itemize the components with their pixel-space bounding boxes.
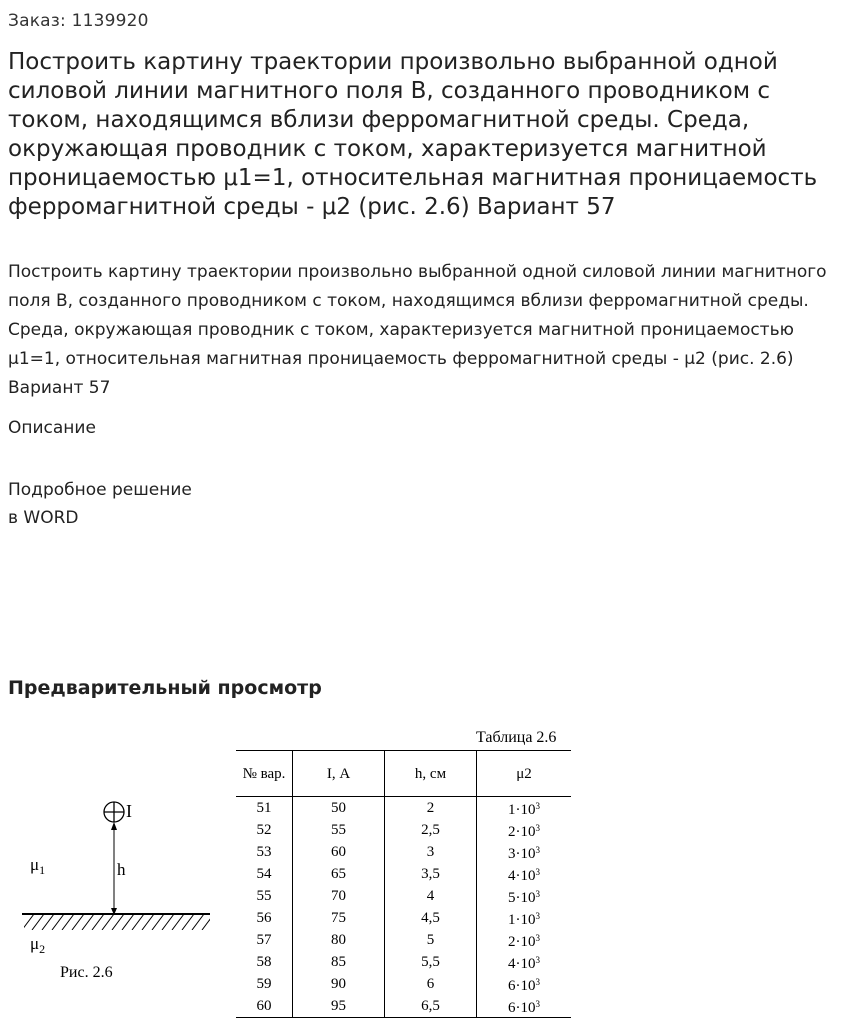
ferromagnetic-hatch bbox=[22, 914, 214, 930]
cell-current: 85 bbox=[293, 951, 385, 973]
cell-current: 70 bbox=[293, 885, 385, 907]
header-current: I, А bbox=[293, 751, 385, 797]
cell-current: 60 bbox=[293, 841, 385, 863]
cell-permeability: $4\cdot 10^3$ bbox=[508, 955, 540, 972]
cell-current: 65 bbox=[293, 863, 385, 885]
mu2-label: $\mu_2$ bbox=[30, 934, 46, 956]
description-label: Описание bbox=[8, 418, 96, 438]
table-row bbox=[236, 841, 571, 863]
cell-variant: 59 bbox=[236, 973, 293, 995]
cell-variant: 51 bbox=[236, 797, 293, 820]
solution-note-line1: Подробное решение bbox=[8, 480, 192, 500]
cell-distance: 3 bbox=[385, 841, 477, 863]
cell-distance: 3,5 bbox=[385, 863, 477, 885]
mu1-label: $\mu_1$ bbox=[30, 855, 46, 877]
order-number: Заказ: 1139920 bbox=[8, 11, 149, 31]
table-caption: Таблица 2.6 bbox=[476, 729, 557, 746]
cell-distance: 5 bbox=[385, 929, 477, 951]
cell-permeability: $1\cdot 10^3$ bbox=[508, 911, 540, 928]
cell-variant: 55 bbox=[236, 885, 293, 907]
cell-current: 90 bbox=[293, 973, 385, 995]
cell-variant: 60 bbox=[236, 995, 293, 1018]
cell-distance: 6,5 bbox=[385, 995, 477, 1018]
cell-distance: 2 bbox=[385, 797, 477, 820]
header-variant: № вар. bbox=[236, 751, 293, 797]
table-row bbox=[236, 863, 571, 885]
cell-permeability: $3\cdot 10^3$ bbox=[508, 845, 540, 862]
figure-2-6 bbox=[0, 720, 230, 990]
cell-variant: 52 bbox=[236, 819, 293, 841]
cell-distance: 6 bbox=[385, 973, 477, 995]
preview-heading: Предварительный просмотр bbox=[8, 677, 322, 699]
page-title: Построить картину траектории произвольно выбранной одной силовой линии магнитного поля В, созданного проводником с током, находящимся вблизи ферромагнитной среды. Среда, окружающая проводник с током, характеризуется магнитной проницаемостью μ1=1, относительная магнитная проницаемость ферромагнитной среды - μ2 (рис. 2.6) Вариант 57 bbox=[8, 49, 818, 220]
cell-permeability: $6\cdot 10^3$ bbox=[508, 977, 540, 994]
variants-table bbox=[236, 750, 571, 1018]
cell-permeability: $4\cdot 10^3$ bbox=[508, 867, 540, 884]
table-row bbox=[236, 995, 571, 1018]
cell-variant: 58 bbox=[236, 951, 293, 973]
cell-current: 80 bbox=[293, 929, 385, 951]
table-row bbox=[236, 907, 571, 929]
table-row bbox=[236, 973, 571, 995]
cell-variant: 57 bbox=[236, 929, 293, 951]
cell-permeability: $6\cdot 10^3$ bbox=[477, 995, 572, 1018]
cell-distance: 5,5 bbox=[385, 951, 477, 973]
cell-current: 75 bbox=[293, 907, 385, 929]
cell-variant: 54 bbox=[236, 863, 293, 885]
cell-permeability: $2\cdot 10^3$ bbox=[508, 823, 540, 840]
cell-variant: 56 bbox=[236, 907, 293, 929]
figure-caption: Рис. 2.6 bbox=[60, 964, 113, 981]
cell-distance: 2,5 bbox=[385, 819, 477, 841]
table-row bbox=[236, 885, 571, 907]
solution-note-line2: в WORD bbox=[8, 508, 79, 528]
current-label: I bbox=[126, 801, 132, 821]
cell-permeability: $1\cdot 10^3$ bbox=[508, 801, 540, 818]
table-header-row bbox=[236, 751, 571, 797]
header-permeability: μ2 bbox=[477, 751, 572, 797]
cell-current: 50 bbox=[293, 797, 385, 820]
cell-permeability: $5\cdot 10^3$ bbox=[508, 889, 540, 906]
arrow-head-top bbox=[111, 822, 117, 830]
table-row bbox=[236, 797, 571, 820]
cell-permeability: $2\cdot 10^3$ bbox=[508, 933, 540, 950]
cell-current: 55 bbox=[293, 819, 385, 841]
table-row bbox=[236, 819, 571, 841]
cell-distance: 4 bbox=[385, 885, 477, 907]
cell-variant: 53 bbox=[236, 841, 293, 863]
header-distance: h, см bbox=[385, 751, 477, 797]
table-row bbox=[236, 951, 571, 973]
task-description: Построить картину траектории произвольно выбранной одной силовой линии магнитного поля В, созданного проводником с током, находящимся вблизи ферромагнитной среды. Среда, окружающая проводник с током, характеризуется магнитной проницаемостью μ1=1, относительная магнитная проницаемость ферромагнитной среды - μ2 (рис. 2.6) Вариант 57 bbox=[8, 262, 827, 398]
h-label: h bbox=[117, 860, 126, 879]
cell-current: 95 bbox=[293, 995, 385, 1018]
table-row bbox=[236, 929, 571, 951]
cell-distance: 4,5 bbox=[385, 907, 477, 929]
